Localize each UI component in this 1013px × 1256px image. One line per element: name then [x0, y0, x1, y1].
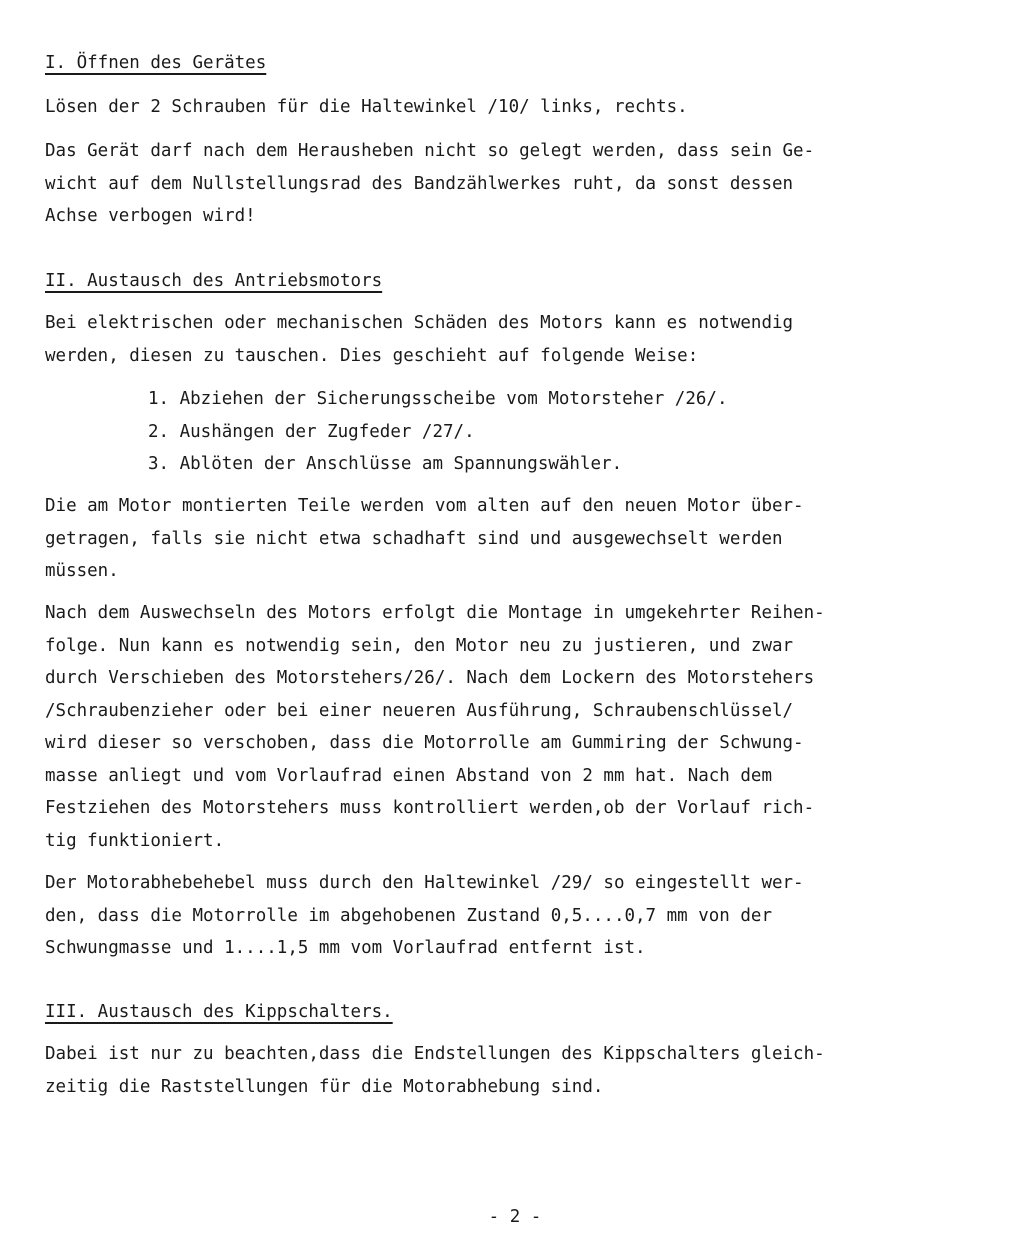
section-2-steps-list [148, 383, 727, 481]
list-item: 3. Ablöten der Anschlüsse am Spannungswähler. [148, 454, 623, 474]
section-2-heading: II. Austausch des Antriebsmotors [45, 271, 383, 291]
section-2-paragraph-lever: Der Motorabhebehebel muss durch den Haltewinkel /29/ so eingestellt wer- den, dass die Motorrolle im abgehobenen Zustand 0,5....0,7 mm von der Schwungmasse und 1....1,5 mm vom Vorlaufrad entfernt ist. [45, 873, 804, 958]
section-1-paragraph-screws: Lösen der 2 Schrauben für die Haltewinkel /10/ links, rechts. [45, 97, 688, 117]
section-1-paragraph-warning: Das Gerät darf nach dem Herausheben nicht so gelegt werden, dass sein Ge- wicht auf dem Nullstellungsrad des Bandzählwerkes ruht, da sonst dessen Achse verbogen wird! [45, 141, 815, 226]
list-item: 2. Aushängen der Zugfeder /27/. [148, 421, 475, 442]
section-2-intro: Bei elektrischen oder mechanischen Schäden des Motors kann es notwendig werden, diesen zu tauschen. Dies geschieht auf folgende Weise: [45, 313, 794, 366]
section-1-heading: I. Öffnen des Gerätes [45, 53, 267, 73]
section-2-paragraph-mounting: Nach dem Auswechseln des Motors erfolgt die Montage in umgekehrter Reihen- folge. Nun kann es notwendig sein, den Motor neu zu justieren, und zwar durch Verschieben des Motorstehers/26/. Nach dem Lockern des Motorstehers /Schraubenzieher oder bei einer neueren Ausführung, Schraubenschlüssel/ wird dieser so verschoben, dass die Motorrolle am Gummiring der Schwung- masse anliegt und vom Vorlaufrad einen Abstand von 2 mm hat. Nach dem Festziehen des Motorstehers muss kontrolliert werden,ob der Vorlauf rich- tig funktioniert. [45, 603, 825, 851]
section-3-heading: III. Austausch des Kippschalters. [45, 1002, 393, 1022]
section-3-paragraph: Dabei ist nur zu beachten,dass die Endstellungen des Kippschalters gleich- zeitig die Raststellungen für die Motorabhebung sind. [45, 1044, 825, 1097]
list-item: 1. Abziehen der Sicherungsscheibe vom Motorsteher /26/. [148, 389, 728, 409]
section-2-paragraph-transfer: Die am Motor montierten Teile werden vom alten auf den neuen Motor über- getragen, falls sie nicht etwa schadhaft sind und ausgewechselt werden müssen. [45, 496, 804, 581]
page-number: - 2 - [488, 1207, 542, 1227]
